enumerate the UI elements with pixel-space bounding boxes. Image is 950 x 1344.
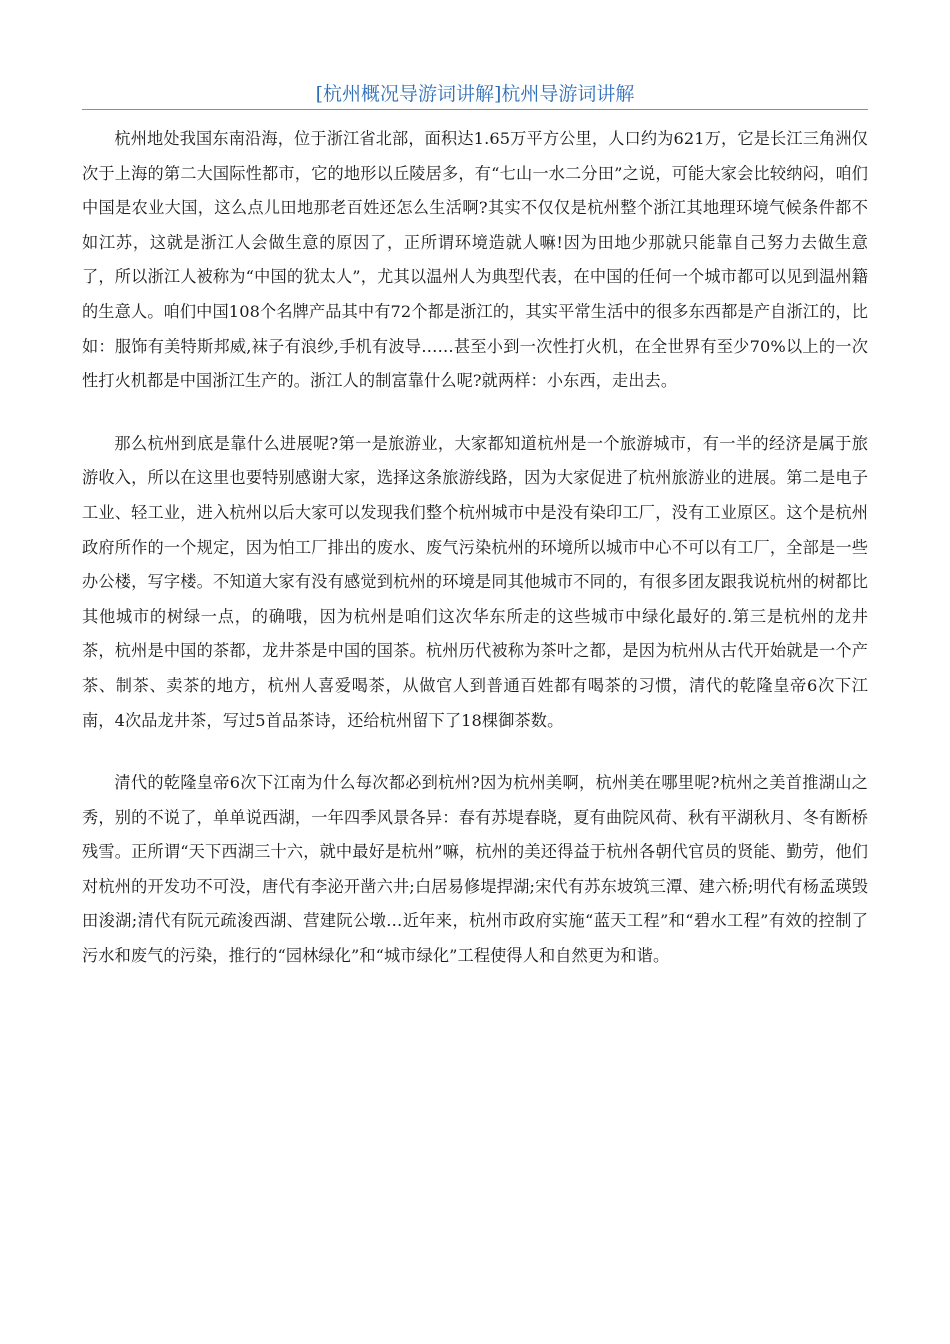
paragraph-2: 那么杭州到底是靠什么进展呢?第一是旅游业，大家都知道杭州是一个旅游城市，有一半的经济是属于旅游收入，所以在这里也要特别感谢大家，选择这条旅游线路，因为大家促进了杭州旅游业的进展。第二是电子工业、轻工业，进入杭州以后大家可以发现我们整个杭州城市中是没有染印工厂，没有工业原区。这个是杭州政府所作的一个规定，因为怕工厂排出的废水、废气污染杭州的环境所以城市中心不可以有工厂，全部是一些办公楼，写字楼。不知道大家有没有感觉到杭州的环境是同其他城市不同的，有很多团友跟我说杭州的树都比其他城市的树绿一点，的确哦，因为杭州是咱们这次华东所走的这些城市中绿化最好的.第三是杭州的龙井茶，杭州是中国的茶都，龙井茶是中国的国茶。杭州历代被称为茶叶之都，是因为杭州从古代开始就是一个产茶、制茶、卖茶的地方，杭州人喜爱喝茶，从做官人到普通百姓都有喝茶的习惯，清代的乾隆皇帝6次下江南，4次品龙井茶，写过5首品茶诗，还给杭州留下了18棵御茶数。 [82,433,868,730]
paragraph-3: 清代的乾隆皇帝6次下江南为什么每次都必到杭州?因为杭州美啊，杭州美在哪里呢?杭州之美首推湖山之秀，别的不说了，单单说西湖，一年四季风景各异：春有苏堤春晓，夏有曲院风荷、秋有平湖秋月、冬有断桥残雪。正所谓“天下西湖三十六，就中最好是杭州”嘛，杭州的美还得益于杭州各朝代官员的贤能、勤劳，他们对杭州的开发功不可没，唐代有李泌开凿六井;白居易修堤捍湖;宋代有苏东坡筑三潭、建六桥;明代有杨孟瑛毁田浚湖;清代有阮元疏浚西湖、营建阮公墩…近年来，杭州市政府实施“蓝天工程”和“碧水工程”有效的控制了污水和废气的污染，推行的“园林绿化”和“城市绿化”工程使得人和自然更为和谐。 [82,773,868,966]
paragraph-1: 杭州地处我国东南沿海，位于浙江省北部，面积达1.65万平方公里，人口约为621万，它是长江三角洲仅次于上海的第二大国际性都市，它的地形以丘陵居多，有“七山一水二分田”之说，可能大家会比较纳闷，咱们中国是农业大国，这么点儿田地那老百姓还怎么生活啊?其实不仅仅是杭州整个浙江其地理环境气候条件都不如江苏，这就是浙江人会做生意的原因了，正所谓环境造就人嘛!因为田地少那就只能靠自己努力去做生意了，所以浙江人被称为“中国的犹太人”，尤其以温州人为典型代表，在中国的任何一个城市都可以见到温州籍的生意人。咱们中国108个名牌产品其中有72个都是浙江的，其实平常生活中的很多东西都是产自浙江的，比如：服饰有美特斯邦威,袜子有浪纱,手机有波导……甚至小到一次性打火机，在全世界有至少70%以上的一次性打火机都是中国浙江生产的。浙江人的制富靠什么呢?就两样：小东西，走出去。 [82,129,868,391]
title-underline [82,109,868,110]
document-title: [杭州概况导游词讲解]杭州导游词讲解 [315,83,635,105]
document-body [82,122,868,1002]
